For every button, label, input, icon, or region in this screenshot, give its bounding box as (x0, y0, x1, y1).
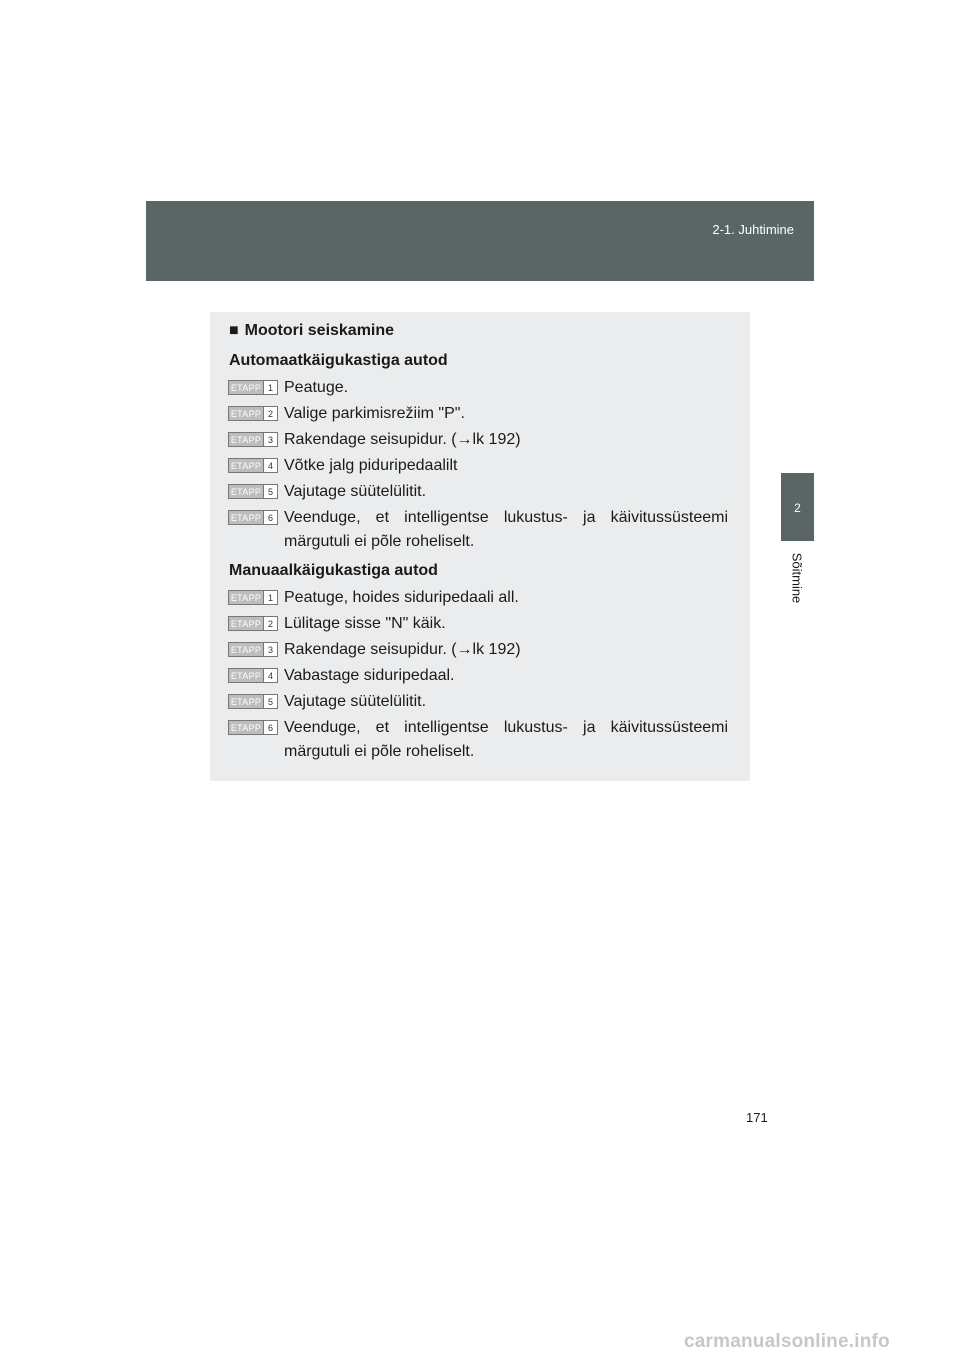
step-badge: ETAPP 3 (228, 432, 278, 447)
automatic-subheading: Automaatkäigukastiga autod (229, 352, 448, 369)
step-badge: ETAPP 1 (228, 380, 278, 395)
step-badge: ETAPP 2 (228, 406, 278, 421)
box-heading (229, 322, 394, 340)
header-bar (146, 201, 814, 281)
info-box (210, 312, 750, 781)
step-badge: ETAPP 4 (228, 668, 278, 683)
manual-subheading: Manuaalkäigukastiga autod (229, 562, 438, 579)
step-text: Rakendage seisupidur. (→lk 192) (284, 641, 521, 658)
step-text: Vajutage süütelülitit. (284, 483, 427, 500)
chapter-label-wrap (780, 548, 814, 618)
step-badge: ETAPP 5 (228, 484, 278, 499)
step-text: Lülitage sisse "N" käik. (284, 615, 446, 632)
chapter-tab (781, 473, 814, 541)
chapter-number: 2 (794, 501, 801, 515)
step-text: Valige parkimisrežiim "P". (284, 405, 465, 422)
chapter-label: Sõitmine (789, 552, 805, 604)
step-badge: ETAPP 5 (228, 694, 278, 709)
step-badge: ETAPP 6 (228, 510, 278, 525)
step-badge: ETAPP 3 (228, 642, 278, 657)
step-text: Veenduge, et intelligentse lukustus- ja käivitussüsteemi märgutuli ei põle roheliselt. (284, 719, 728, 760)
step-badge: ETAPP 6 (228, 720, 278, 735)
step-text: Peatuge. (284, 379, 349, 396)
watermark: carmanualsonline.info (684, 1331, 890, 1352)
step-badge: ETAPP 1 (228, 590, 278, 605)
square-bullet-icon: ■ (229, 322, 239, 339)
step-text: Vabastage siduripedaal. (284, 667, 455, 684)
step-text: Võtke jalg piduripedaalilt (284, 457, 458, 474)
page-number: 171 (746, 1110, 768, 1125)
step-text: Veenduge, et intelligentse lukustus- ja käivitussüsteemi märgutuli ei põle roheliselt. (284, 509, 728, 550)
step-text: Peatuge, hoides siduripedaali all. (284, 589, 519, 606)
box-heading-text: Mootori seiskamine (244, 322, 395, 339)
step-badge: ETAPP 2 (228, 616, 278, 631)
step-text: Rakendage seisupidur. (→lk 192) (284, 431, 521, 448)
section-title: 2-1. Juhtimine (712, 222, 794, 237)
step-badge: ETAPP 4 (228, 458, 278, 473)
step-text: Vajutage süütelülitit. (284, 693, 427, 710)
